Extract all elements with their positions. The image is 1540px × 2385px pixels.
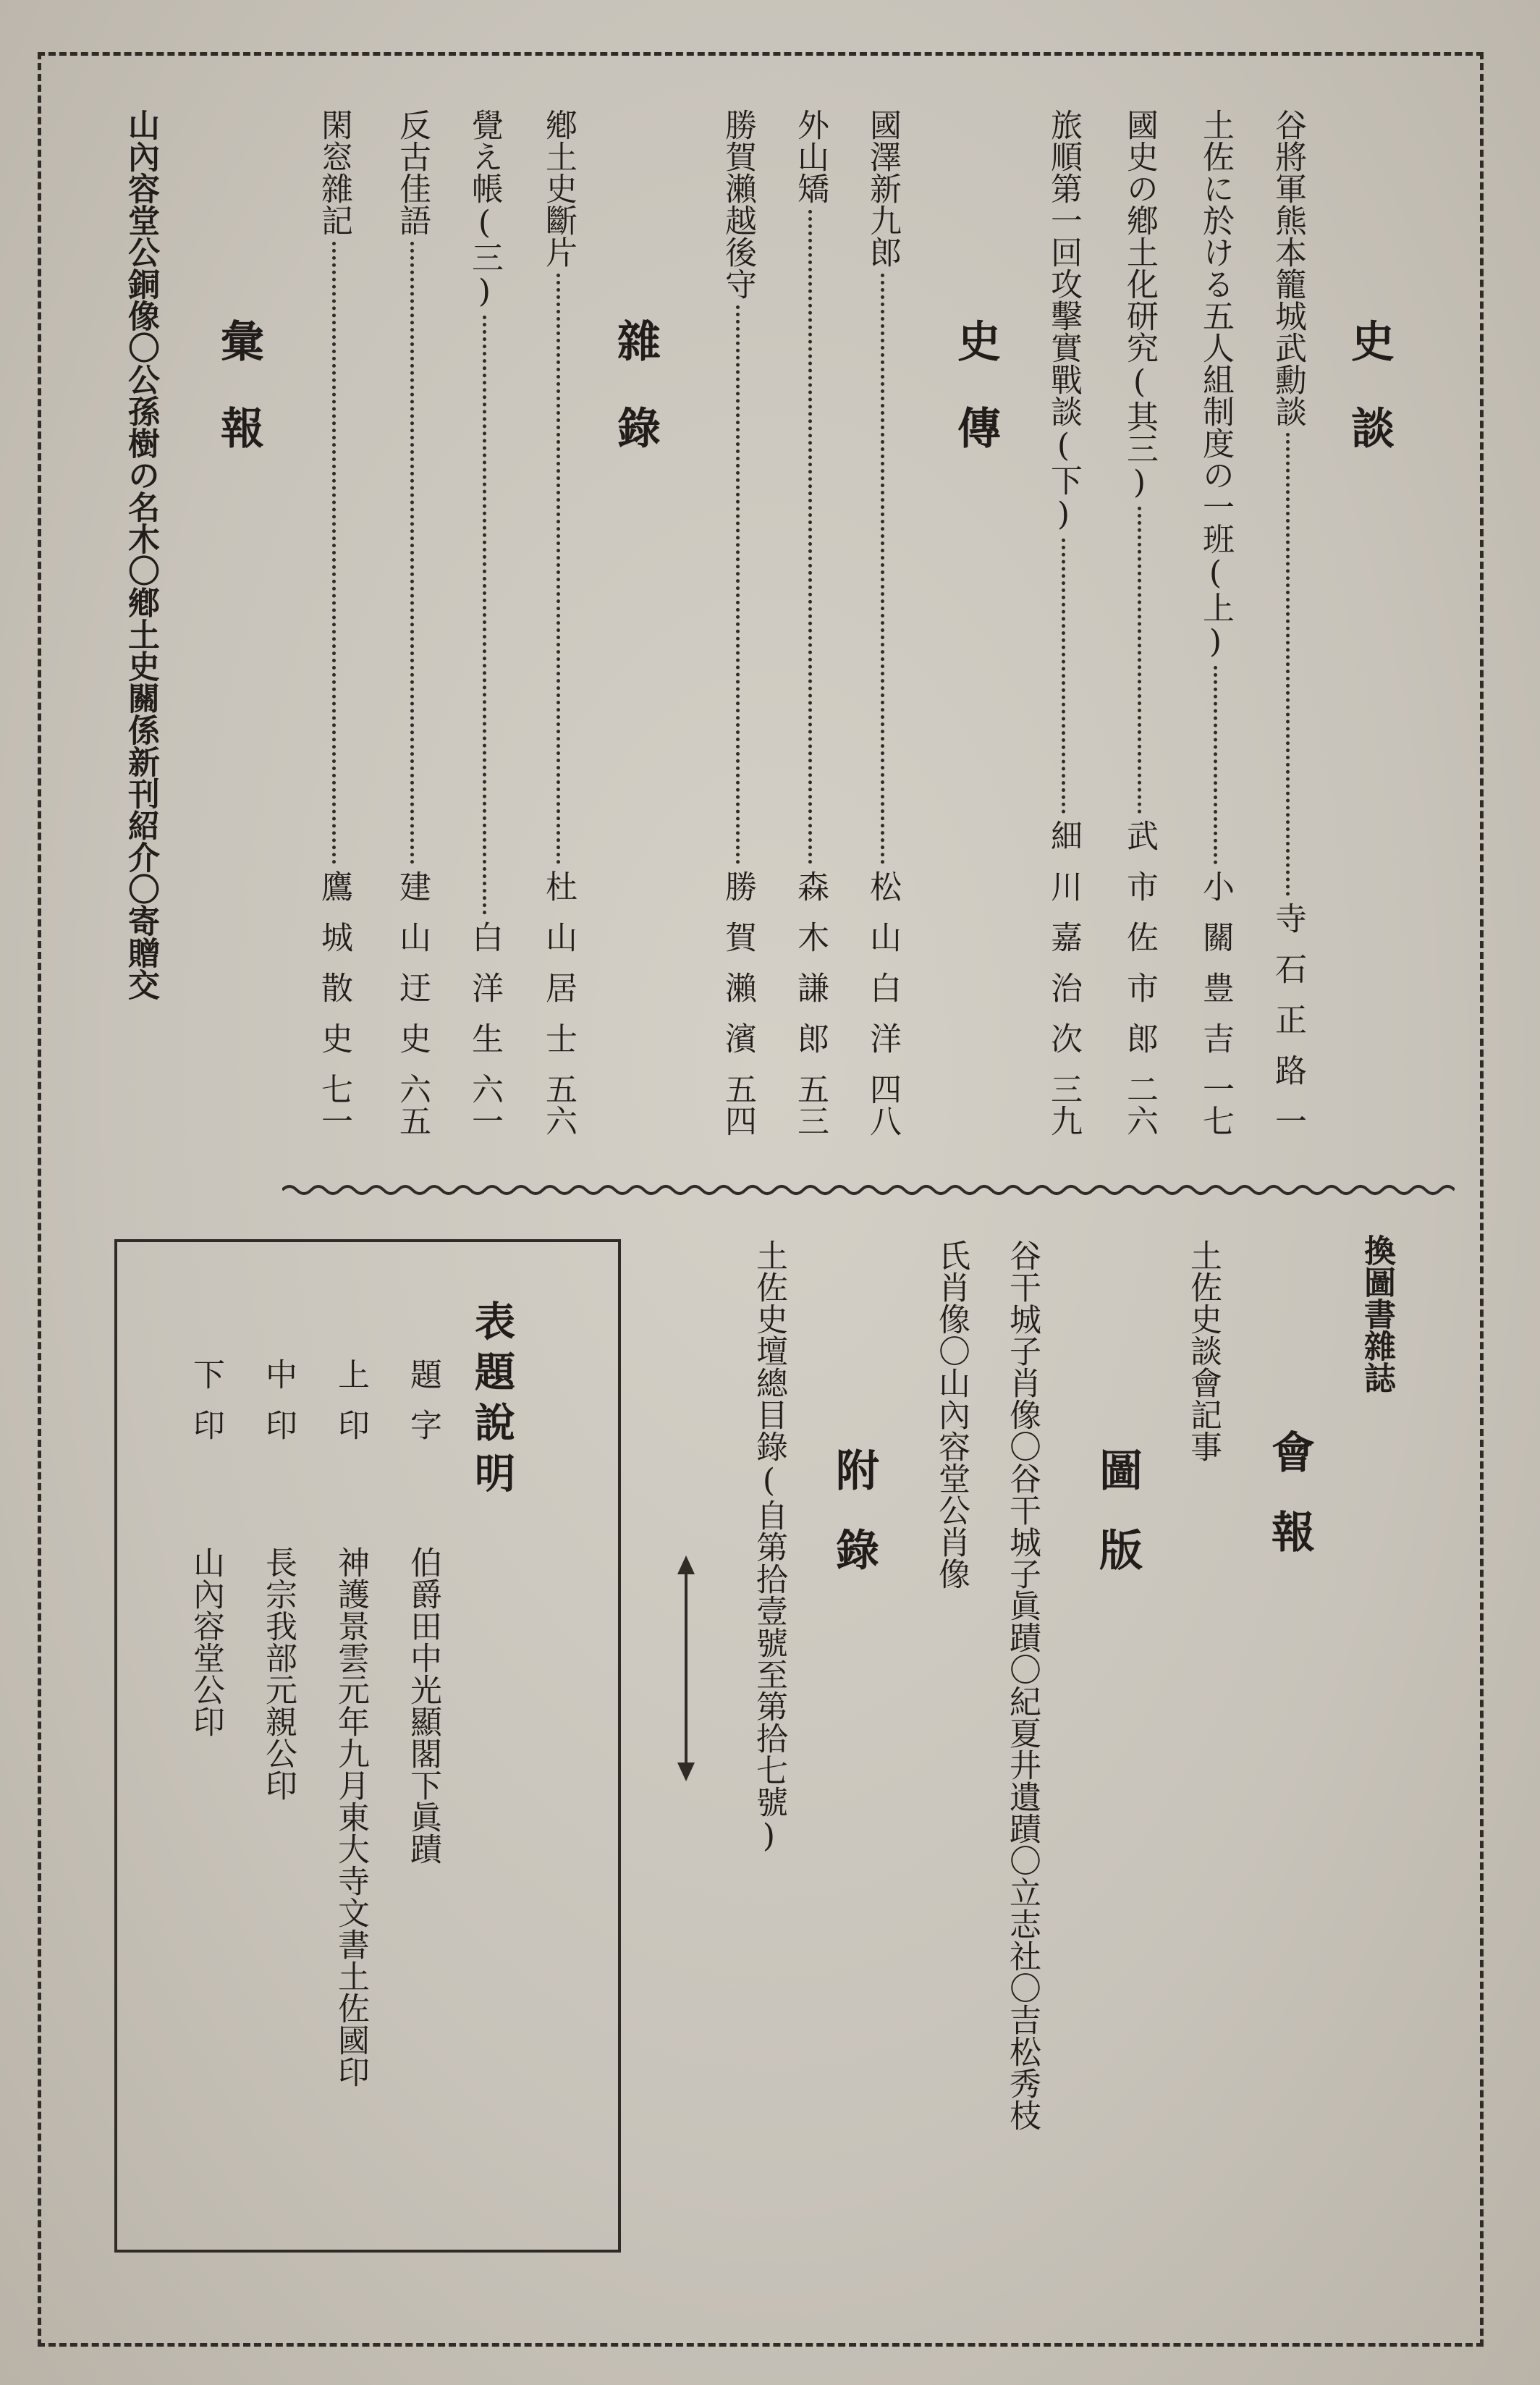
leader-dots [1138,507,1141,814]
toc-entry[interactable] [313,109,355,1136]
entry-author: 小關豊吉 [1197,870,1234,1073]
cover-row-value: 山內容堂公印 [187,1546,224,1737]
entry-author: 白洋生 [466,921,503,1073]
toc-entry[interactable] [463,109,505,1136]
leader-dots [881,274,884,864]
toc-entry[interactable] [716,109,758,1136]
section-heading-iho: 彙報 [213,318,264,492]
entry-author: 寺石正路 [1269,902,1306,1105]
cover-row-label: 中印 [260,1358,297,1459]
entry-title: 谷將軍熊本籠城武勳談 [1269,109,1306,427]
toc-entry[interactable] [1042,109,1084,1136]
entry-page: 五四 [719,1073,756,1136]
entry-page: 六五 [394,1073,431,1136]
toc-entry[interactable] [537,109,579,1136]
section-heading-zuhan: 圖版 [1092,1448,1143,1607]
entry-page: 一七 [1197,1073,1234,1136]
toc-entry[interactable] [789,109,831,1136]
entry-page: 七一 [316,1073,352,1136]
entry-author: 杜山居士 [540,870,577,1073]
entry-page: 二六 [1121,1073,1158,1136]
cover-row-value: 伯爵田中光顯閣下眞蹟 [405,1546,441,1865]
toc-entry[interactable] [1266,109,1308,1136]
leader-dots [736,305,740,864]
leader-dots [332,242,336,864]
cover-row-label: 題字 [405,1358,441,1459]
zuhan-line-1: 谷干城子肖像〇谷干城子眞蹟〇紀夏井遺蹟〇立志社〇吉松秀枝 [1004,1239,1041,2131]
exchange-journals-heading: 換圖書雜誌 [1358,1234,1395,1393]
leader-dots [808,210,812,864]
kaiho-text: 土佐史談會記事 [1185,1239,1222,1462]
zuhan-line-2: 氏肖像〇山內容堂公肖像 [933,1239,970,1590]
cover-box-heading: 表題說明 [468,1300,516,1503]
toc-entry[interactable] [1194,109,1236,1136]
entry-page: 五三 [792,1073,829,1136]
entry-title: 鄕土史斷片 [540,109,577,268]
section-heading-shidan: 史談 [1344,318,1395,492]
entry-page: 四八 [864,1073,901,1136]
section-heading-shiden: 史傳 [950,318,1001,492]
entry-title: 反古佳語 [394,109,431,236]
entry-title: 旅順第一回攻擊實戰談(下) [1045,109,1082,533]
furoku-text: 土佐史壇總目錄(自第拾壹號至第拾七號) [750,1239,787,1854]
leader-dots [483,316,486,915]
entry-title: 土佐に於ける五人組制度の一班(上) [1197,109,1234,660]
toc-entry[interactable] [861,109,903,1136]
entry-author: 森木謙郎 [792,870,829,1073]
entry-author: 武市佐市郎 [1121,819,1158,1073]
section-heading-zatsuroku: 雜錄 [610,318,661,492]
entry-title: 外山矯 [792,109,829,204]
entry-author: 松山白洋 [864,870,901,1073]
toc-entry[interactable] [391,109,433,1136]
section-heading-furoku: 附錄 [829,1448,879,1607]
iho-text: 山內容堂公銅像〇公孫樹の名木〇鄕土史關係新刊紹介〇寄贈交 [122,109,159,1000]
section-heading-kaiho: 會報 [1264,1430,1315,1589]
leader-dots [410,242,414,864]
leader-dots [1062,539,1065,814]
leader-dots [1286,433,1290,896]
entry-title: 勝賀瀨越後守 [719,109,756,300]
cover-row-value: 神護景雲元年九月東大寺文書土佐國印 [332,1546,369,2088]
entry-title: 閑窓雜記 [316,109,352,236]
entry-title: 國澤新九郎 [864,109,901,268]
leader-dots [557,274,560,864]
entry-page: 三九 [1045,1073,1082,1136]
double-arrow-line [685,1574,688,1763]
entry-title: 覺え帳(三) [466,109,503,310]
entry-author: 鷹城散史 [316,870,352,1073]
cover-row-label: 下印 [187,1358,224,1459]
entry-author: 細川嘉治次 [1045,819,1082,1073]
entry-author: 勝賀瀨濱 [719,870,756,1073]
entry-page: 六一 [466,1073,503,1136]
wavy-divider [282,1181,1455,1199]
entry-page: 一 [1269,1105,1306,1136]
toc-entry[interactable] [1118,109,1160,1136]
entry-title: 國史の鄕土化研究(其三) [1121,109,1158,501]
cover-row-value: 長宗我部元親公印 [260,1546,297,1801]
entry-author: 建山迂史 [394,870,431,1073]
cover-explanation-box [114,1239,621,2253]
cover-row-label: 上印 [332,1358,369,1459]
entry-page: 五六 [540,1073,577,1136]
leader-dots [1214,666,1217,864]
